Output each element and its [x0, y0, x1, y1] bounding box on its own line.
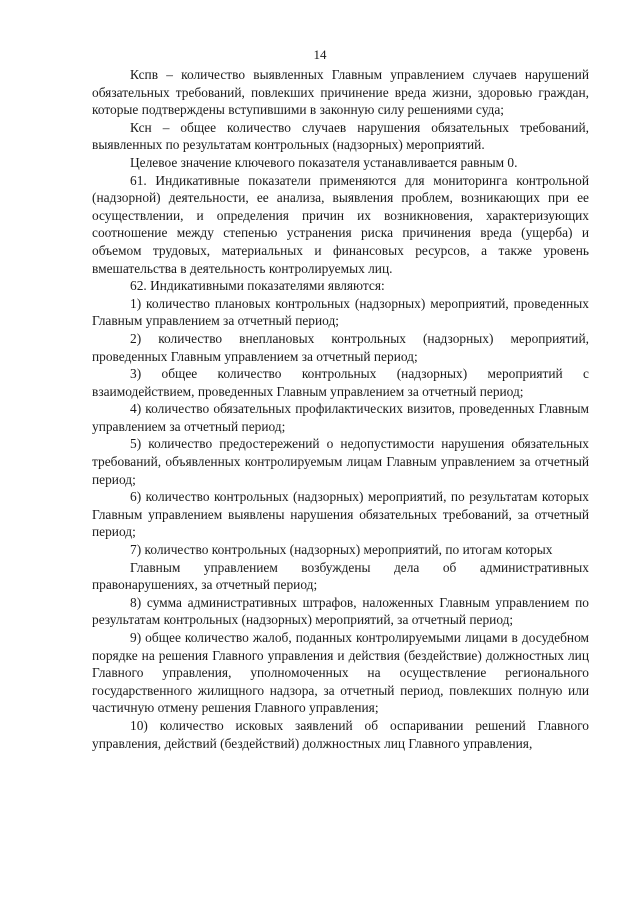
paragraph-kspv-definition: Кспв – количество выявленных Главным управлением случаев нарушений обязательных требований, повлекших причинение вреда жизни, здоровью граждан, которые подтверждены вступившими в законную силу решениями суда;	[92, 67, 589, 118]
list-item-9: 9) общее количество жалоб, поданных контролируемыми лицами в досудебном порядке на решения Главного управления и действия (бездействие) должностных лиц Главного управления, уполномоченных на осуществление регионального государственного жилищного надзора, за отчетный период, повлекших полную или частичную отмену решения Главного управления;	[92, 630, 589, 716]
paragraph-62: 62. Индикативными показателями являются:	[130, 278, 385, 294]
list-item-4: 4) количество обязательных профилактических визитов, проведенных Главным управлением за отчетный период;	[92, 401, 589, 434]
list-item-2: 2) количество внеплановых контрольных (надзорных) мероприятий, проведенных Главным управлением за отчетный период;	[92, 330, 589, 364]
list-item-8: 8) сумма административных штрафов, наложенных Главным управлением по результатам контрольных (надзорных) мероприятий, за отчетный период;	[92, 594, 589, 628]
paragraph-target-value: Целевое значение ключевого показателя устанавливается равным 0.	[130, 154, 518, 170]
list-item-5: 5) количество предостережений о недопустимости нарушения обязательных требований, объявленных контролируемым лицам Главным управлением за отчетный период;	[92, 436, 589, 487]
list-item-6: 6) количество контрольных (надзорных) мероприятий, по результатам которых Главным управлением выявлены нарушения обязательных требований, за отчетный период;	[92, 489, 589, 540]
document-body	[92, 66, 589, 752]
list-item-7-continuation: Главным управлением возбуждены дела об административных правонарушениях, за отчетный период;	[92, 559, 589, 593]
list-item-1: 1) количество плановых контрольных (надзорных) мероприятий, проведенных Главным управлением за отчетный период;	[92, 295, 589, 329]
paragraph-ksn-definition: Ксн – общее количество случаев нарушения обязательных требований, выявленных по результатам контрольных (надзорных) мероприятий.	[92, 119, 589, 153]
list-item-7: 7) количество контрольных (надзорных) мероприятий, по итогам которых	[130, 542, 553, 558]
paragraph-61: 61. Индикативные показатели применяются для мониторинга контрольной (надзорной) деятельности, ее анализа, выявления проблем, возникающих при ее осуществлении, и определения причин их возникновения, характеризующих соотношение между степенью устранения риска причинения вреда (ущерба) и объемом трудовых, материальных и финансовых ресурсов, а также уровень вмешательства в деятельность контролируемых лиц.	[92, 172, 589, 276]
list-item-10: 10) количество исковых заявлений об оспаривании решений Главного управления, действий (бездействий) должностных лиц Главного управления,	[92, 717, 589, 751]
page-number: 14	[313, 47, 327, 62]
list-item-3: 3) общее количество контрольных (надзорных) мероприятий с взаимодействием, проведенных Главным управлением за отчетный период;	[92, 366, 589, 399]
